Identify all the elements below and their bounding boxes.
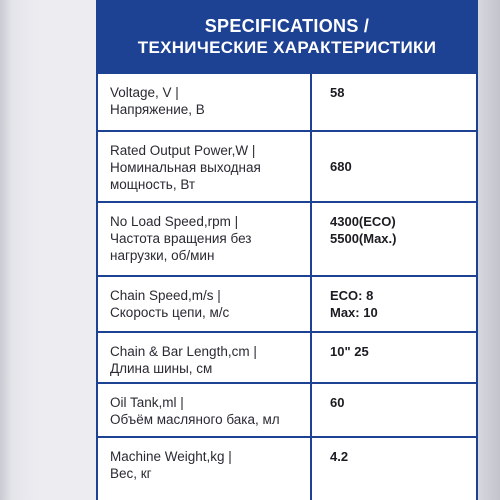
spec-header bbox=[98, 0, 476, 74]
column-divider bbox=[310, 277, 312, 331]
column-divider bbox=[310, 333, 312, 382]
spec-label: Chain Speed,m/s | Скорость цепи, м/с bbox=[110, 288, 230, 320]
spec-row-chain-speed bbox=[98, 277, 476, 333]
column-divider bbox=[310, 438, 312, 500]
spec-row-weight bbox=[98, 438, 476, 500]
spec-value: ECO: 8 Max: 10 bbox=[330, 288, 378, 320]
column-divider bbox=[310, 203, 312, 275]
spec-label: Oil Tank,ml | Объём масляного бака, мл bbox=[110, 395, 280, 427]
spec-label: Machine Weight,kg | Вес, кг bbox=[110, 449, 232, 481]
spec-value: 4300(ECO) 5500(Max.) bbox=[330, 214, 397, 246]
spec-row-voltage bbox=[98, 74, 476, 132]
spec-value: 680 bbox=[330, 159, 352, 174]
spec-table bbox=[98, 74, 476, 500]
spec-card bbox=[96, 0, 478, 500]
spec-value: 60 bbox=[330, 395, 345, 410]
spec-value: 4.2 bbox=[330, 449, 349, 464]
column-divider bbox=[310, 132, 312, 201]
spec-value: 58 bbox=[330, 85, 345, 100]
spec-label: Voltage, V | Напряжение, В bbox=[110, 85, 205, 117]
column-divider bbox=[310, 74, 312, 130]
spec-label: Rated Output Power,W | Номинальная выходная мощность, Вт bbox=[110, 143, 261, 192]
spec-label: Chain & Bar Length,cm | Длина шины, см bbox=[110, 344, 257, 376]
header-title-en: SPECIFICATIONS / bbox=[204, 16, 370, 36]
spec-row-oil-tank bbox=[98, 384, 476, 438]
spec-label: No Load Speed,rpm | Частота вращения без нагрузки, об/мин bbox=[110, 214, 252, 263]
spec-value: 10" 25 bbox=[330, 344, 369, 359]
column-divider bbox=[310, 384, 312, 436]
box-edge bbox=[476, 0, 500, 500]
header-title-ru: ТЕХНИЧЕСКИЕ ХАРАКТЕРИСТИКИ bbox=[137, 38, 437, 57]
spec-row-bar-length bbox=[98, 333, 476, 384]
spec-row-power bbox=[98, 132, 476, 203]
spec-row-speed bbox=[98, 203, 476, 277]
